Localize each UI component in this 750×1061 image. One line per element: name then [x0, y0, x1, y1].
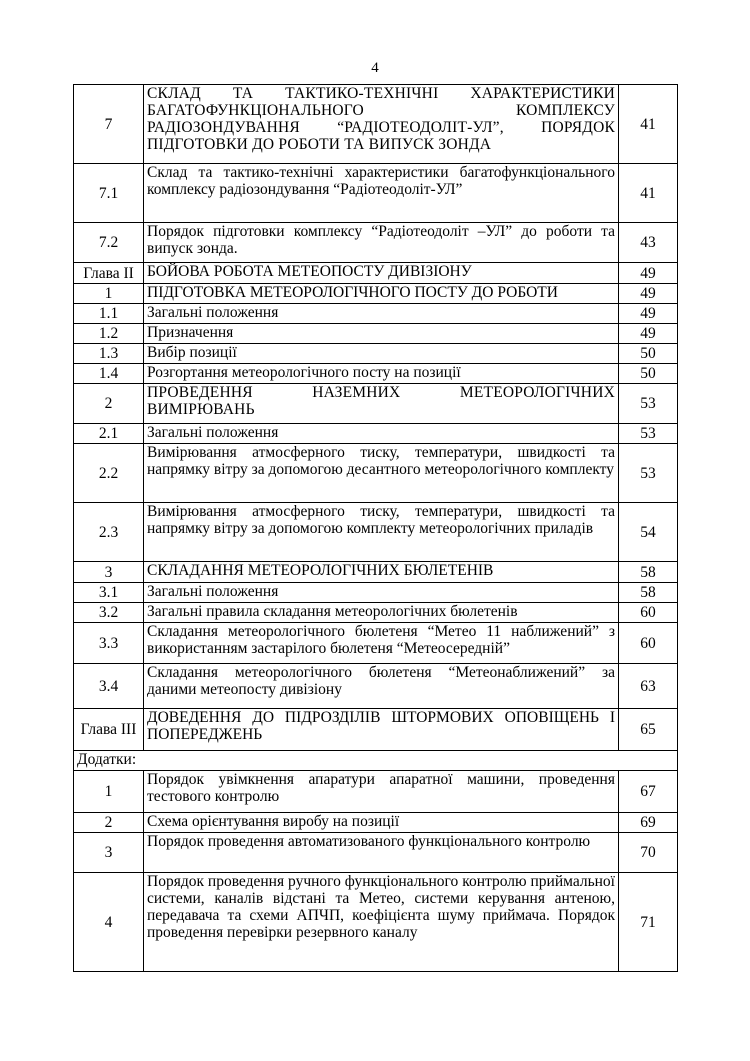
toc-row-number: 3: [74, 562, 144, 583]
toc-row-page: 53: [619, 424, 678, 444]
toc-row: [74, 709, 678, 751]
toc-row-page: 53: [619, 444, 678, 503]
toc-row-title: Схема орієнтування виробу на позиції: [144, 813, 619, 833]
toc-row-title: ПІДГОТОВКА МЕТЕОРОЛОГІЧНОГО ПОСТУ ДО РОБОТИ: [144, 284, 619, 304]
appendix-header-row: [74, 751, 678, 771]
toc-row-number: Глава III: [74, 709, 144, 751]
toc-row-number: 1.2: [74, 324, 144, 344]
toc-row-number: 2.1: [74, 424, 144, 444]
toc-row: [74, 85, 678, 164]
toc-row-page: 43: [619, 223, 678, 263]
toc-row: [74, 583, 678, 603]
toc-row-number: 2.3: [74, 503, 144, 562]
toc-row-title: Загальні положення: [144, 304, 619, 324]
toc-row-number: 3.1: [74, 583, 144, 603]
toc-row-page: 54: [619, 503, 678, 562]
toc-row: [74, 873, 678, 972]
toc-row-title: Загальні положення: [144, 583, 619, 603]
toc-row-number: 3.3: [74, 623, 144, 664]
toc-row-page: 58: [619, 583, 678, 603]
toc-row-number: 2: [74, 813, 144, 833]
toc-row-title: Складання метеорологічного бюлетеня “Метеонаближений” за даними метеопосту дивізіону: [144, 664, 619, 709]
toc-row-number: 7.2: [74, 223, 144, 263]
toc-row-title: СКЛАДАННЯ МЕТЕОРОЛОГІЧНИХ БЮЛЕТЕНІВ: [144, 562, 619, 583]
toc-row-page: 50: [619, 364, 678, 384]
toc-row-page: 60: [619, 623, 678, 664]
toc-row-title: Складання метеорологічного бюлетеня “Метео 11 наближений” з використанням застарілого бюлетеня “Метеосередній”: [144, 623, 619, 664]
toc-row-number: 3.2: [74, 603, 144, 623]
toc-row: [74, 304, 678, 324]
page-number: 4: [371, 60, 379, 76]
toc-row-title: Вимірювання атмосферного тиску, температури, швидкості та напрямку вітру за допомогою десантного метеорологічного комплекту: [144, 444, 619, 503]
toc-row-page: 71: [619, 873, 678, 972]
toc-row-page: 70: [619, 833, 678, 873]
toc-row-title: Порядок проведення ручного функціонального контролю приймальної системи, каналів відстані та Метео, системи керування антеною, передавача та схеми АПЧП, коефіцієнта шуму приймача. Порядок проведення перевірки резервного каналу: [144, 873, 619, 972]
toc-row-number: 3: [74, 833, 144, 873]
toc-row-number: Глава II: [74, 263, 144, 284]
toc-row-page: 41: [619, 85, 678, 164]
toc-row-title: СКЛАД ТА ТАКТИКО-ТЕХНІЧНІ ХАРАКТЕРИСТИКИ БАГАТОФУНКЦІОНАЛЬНОГО КОМПЛЕКСУ РАДІОЗОНДУВАННЯ “РАДІОТЕОДОЛІТ-УЛ”, ПОРЯДОК ПІДГОТОВКИ ДО РОБОТИ ТА ВИПУСК ЗОНДА: [144, 85, 619, 164]
toc-row-number: 2.2: [74, 444, 144, 503]
toc-row-number: 1.1: [74, 304, 144, 324]
toc-row: [74, 503, 678, 562]
toc-row-number: 1.4: [74, 364, 144, 384]
toc-row-title: Загальні правила складання метеорологічних бюлетенів: [144, 603, 619, 623]
toc-row: [74, 603, 678, 623]
toc-row-page: 49: [619, 304, 678, 324]
appendix-label: Додатки:: [74, 751, 678, 771]
toc-row: [74, 384, 678, 424]
toc-row: [74, 664, 678, 709]
toc-row-title: Вимірювання атмосферного тиску, температури, швидкості та напрямку вітру за допомогою комплекту метеорологічних приладів: [144, 503, 619, 562]
toc-row-title: Вибір позиції: [144, 344, 619, 364]
toc-row-title: Порядок проведення автоматизованого функціонального контролю: [144, 833, 619, 873]
toc-row: [74, 164, 678, 223]
toc-row-title: Порядок увімкнення апаратури апаратної машини, проведення тестового контролю: [144, 771, 619, 813]
toc-row-number: 2: [74, 384, 144, 424]
toc-row: [74, 771, 678, 813]
toc-row: [74, 344, 678, 364]
toc-row-page: 53: [619, 384, 678, 424]
toc-row-number: 1.3: [74, 344, 144, 364]
toc-row-title: ПРОВЕДЕННЯ НАЗЕМНИХ МЕТЕОРОЛОГІЧНИХ ВИМІРЮВАНЬ: [144, 384, 619, 424]
toc-row-title: БОЙОВА РОБОТА МЕТЕОПОСТУ ДИВІЗІОНУ: [144, 263, 619, 284]
toc-row: [74, 623, 678, 664]
toc-row-number: 3.4: [74, 664, 144, 709]
toc-row-page: 49: [619, 284, 678, 304]
toc-row: [74, 364, 678, 384]
toc-row: [74, 562, 678, 583]
toc-row-number: 4: [74, 873, 144, 972]
toc-row: [74, 284, 678, 304]
toc-row-title: Порядок підготовки комплексу “Радіотеодоліт –УЛ” до роботи та випуск зонда.: [144, 223, 619, 263]
toc-row: [74, 833, 678, 873]
toc-row-number: 1: [74, 284, 144, 304]
toc-row: [74, 324, 678, 344]
toc-row-page: 67: [619, 771, 678, 813]
toc-row-page: 58: [619, 562, 678, 583]
toc-row-number: 7: [74, 85, 144, 164]
toc-row: [74, 223, 678, 263]
toc-row: [74, 263, 678, 284]
toc-row: [74, 813, 678, 833]
toc-row: [74, 424, 678, 444]
toc-row-title: ДОВЕДЕННЯ ДО ПІДРОЗДІЛІВ ШТОРМОВИХ ОПОВІЩЕНЬ І ПОПЕРЕДЖЕНЬ: [144, 709, 619, 751]
toc-row-page: 49: [619, 263, 678, 284]
toc-row-title: Склад та тактико-технічні характеристики багатофункціонального комплексу радіозондування “Радіотеодоліт-УЛ”: [144, 164, 619, 223]
toc-row-page: 41: [619, 164, 678, 223]
toc-row: [74, 444, 678, 503]
toc-row-page: 69: [619, 813, 678, 833]
table-of-contents: [73, 84, 678, 972]
toc-row-title: Розгортання метеорологічного посту на позиції: [144, 364, 619, 384]
toc-row-page: 63: [619, 664, 678, 709]
toc-row-page: 65: [619, 709, 678, 751]
toc-row-page: 49: [619, 324, 678, 344]
toc-row-title: Загальні положення: [144, 424, 619, 444]
toc-row-number: 7.1: [74, 164, 144, 223]
toc-row-page: 50: [619, 344, 678, 364]
toc-row-number: 1: [74, 771, 144, 813]
toc-row-page: 60: [619, 603, 678, 623]
toc-row-title: Призначення: [144, 324, 619, 344]
